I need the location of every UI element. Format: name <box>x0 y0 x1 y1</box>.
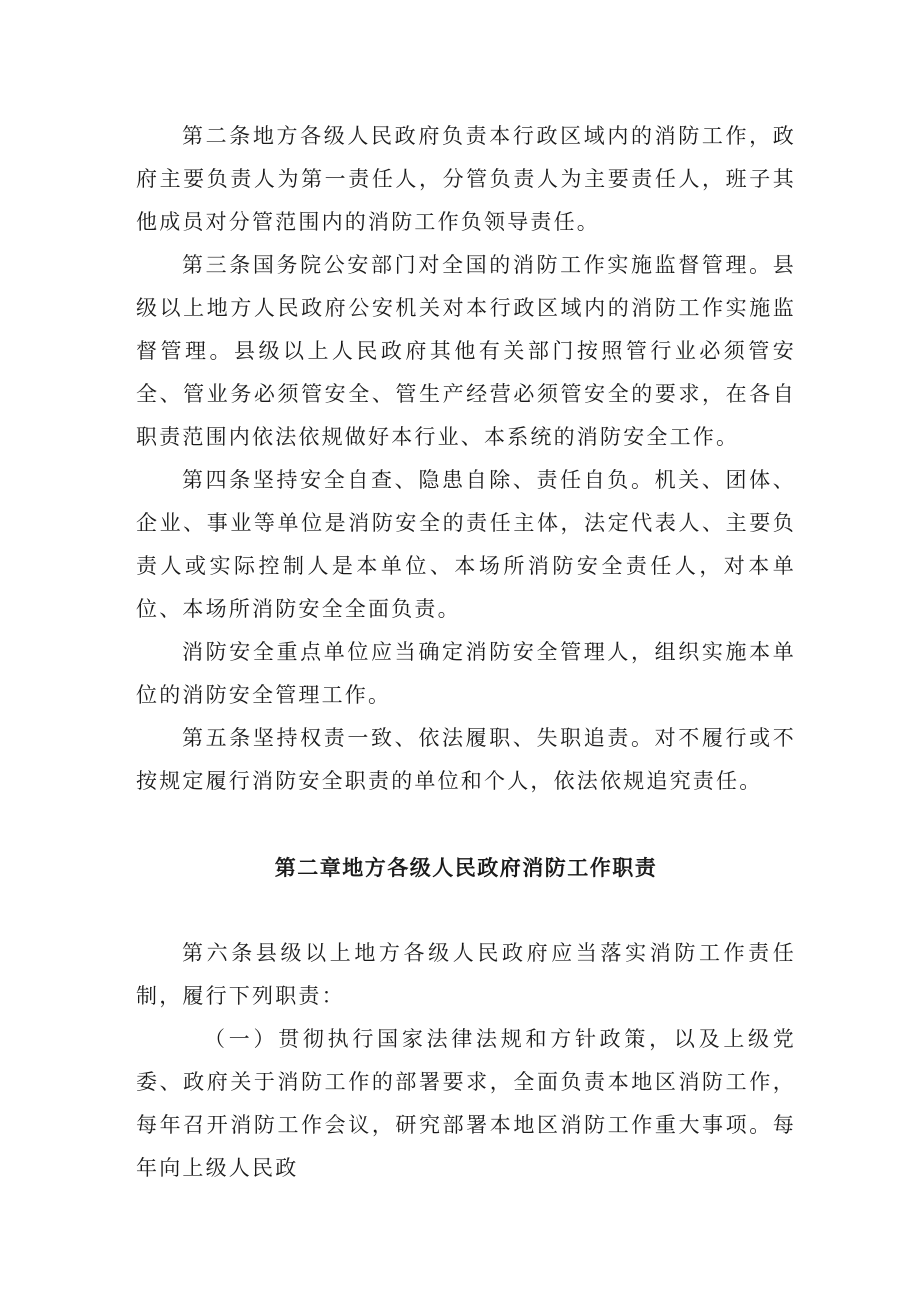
article-6-item-1-paragraph: （一）贯彻执行国家法律法规和方针政策，以及上级党委、政府关于消防工作的部署要求，全面负责本地区消防工作，每年召开消防工作会议，研究部署本地区消防工作重大事项。每年向上级人民政 <box>136 1027 796 1180</box>
article-4-continuation-paragraph: 消防安全重点单位应当确定消防安全管理人，组织实施本单位的消防安全管理工作。 <box>136 640 796 707</box>
article-5-paragraph: 第五条坚持权责一致、依法履职、失职追责。对不履行或不按规定履行消防安全职责的单位和个人，依法依规追究责任。 <box>136 726 796 793</box>
article-3-paragraph: 第三条国务院公安部门对全国的消防工作实施监督管理。县级以上地方人民政府公安机关对本行政区域内的消防工作实施监督管理。县级以上人民政府其他有关部门按照管行业必须管安全、管业务必须管安全、管生产经营必须管安全的要求，在各自职责范围内依法依规做好本行业、本系统的消防安全工作。 <box>136 253 796 449</box>
article-4-paragraph: 第四条坚持安全自查、隐患自除、责任自负。机关、团体、企业、事业等单位是消防安全的责任主体，法定代表人、主要负责人或实际控制人是本单位、本场所消防安全责任人，对本单位、本场所消防安全全面负责。 <box>136 468 796 621</box>
article-2-paragraph: 第二条地方各级人民政府负责本行政区域内的消防工作，政府主要负责人为第一责任人，分管负责人为主要责任人，班子其他成员对分管范围内的消防工作负领导责任。 <box>136 124 796 234</box>
article-6-paragraph: 第六条县级以上地方各级人民政府应当落实消防工作责任制，履行下列职责： <box>136 941 796 1008</box>
chapter-heading: 第二章地方各级人民政府消防工作职责 <box>274 855 658 880</box>
